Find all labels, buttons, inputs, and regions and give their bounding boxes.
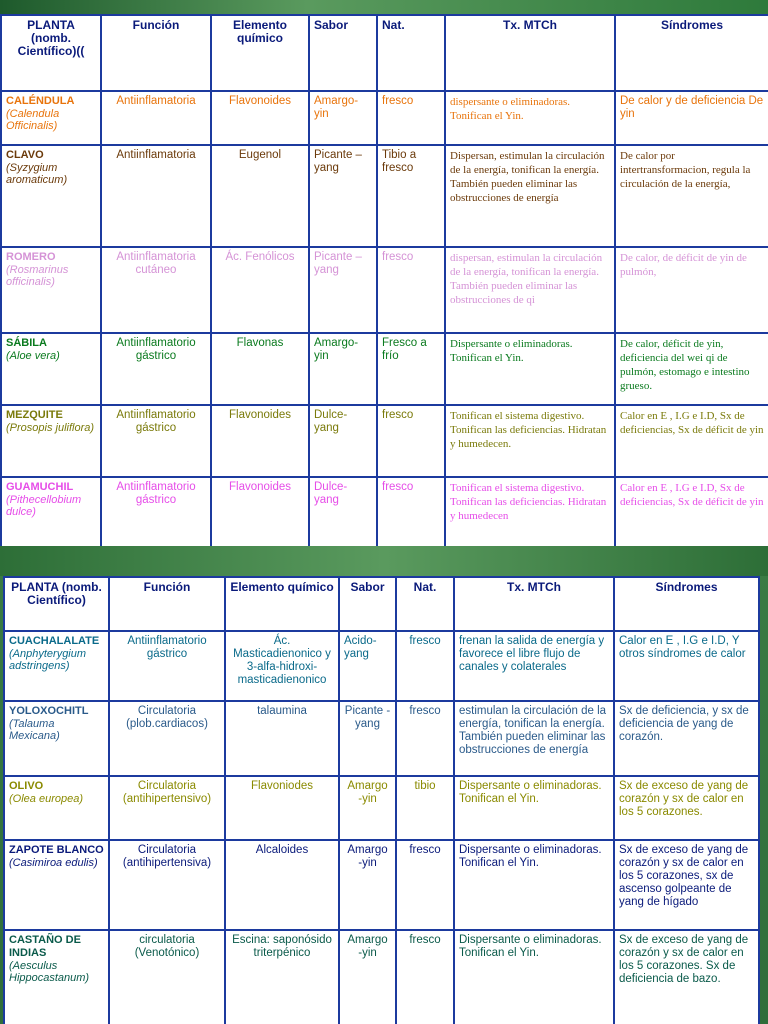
table-header-row [4,577,759,631]
sabor-cell: Amargo -yin [339,840,396,930]
plant-cell [1,405,101,477]
table-row [4,776,759,840]
nat-cell: fresco [396,701,454,776]
sindromes-cell: De calor, de déficit de yin de pulmón, [615,247,768,333]
header-elemento: Elemento químico [225,577,339,631]
nat-cell: tibio [396,776,454,840]
funcion-cell: Circulatoria (plob.cardiacos) [109,701,225,776]
plant-cell [1,477,101,547]
elemento-cell: Escina: saponósido triterpénico [225,930,339,1024]
plant-scientific-name: (Pithecellobium dulce) [6,494,82,518]
elemento-cell: Flavonoides [211,477,309,547]
tx-cell: Dispersante o eliminadoras. Tonifican el Yin. [454,930,614,1024]
plant-cell [4,631,109,701]
plant-scientific-name: (Olea europea) [9,793,83,805]
sabor-cell: Picante -yang [339,701,396,776]
elemento-cell: Ác. Masticadienonico y 3-alfa-hidroxi-masticadienonico [225,631,339,701]
plant-cell [4,840,109,930]
funcion-cell: circulatoria (Venotónico) [109,930,225,1024]
sindromes-cell: De calor por intertransformacion, regula la circulación de la energía, [615,145,768,247]
header-tx: Tx. MTCh [454,577,614,631]
sindromes-cell: Sx de exceso de yang de corazón y sx de calor en los 5 corazones. Sx de deficiencia de bazo. [614,930,759,1024]
plant-name: YOLOXOCHITL [9,705,89,717]
table-row [4,840,759,930]
table-row [4,701,759,776]
sindromes-cell: De calor, déficit de yin, deficiencia del wei qi de pulmón, estomago e intestino grueso. [615,333,768,405]
sabor-cell: Dulce-yang [309,405,377,477]
plant-cell [1,333,101,405]
plant-scientific-name: (Casimiroa edulis) [9,857,98,869]
sindromes-cell: Sx de exceso de yang de corazón y sx de calor en los 5 corazones, sx de ascenso golpeante de yang de hígado [614,840,759,930]
elemento-cell: Ác. Fenólicos [211,247,309,333]
sindromes-cell: Sx de exceso de yang de corazón y sx de calor en los 5 corazones. [614,776,759,840]
nat-cell: fresco [377,247,445,333]
nat-cell: fresco [396,840,454,930]
header-sabor: Sabor [309,15,377,91]
funcion-cell: Circulatoria (antihipertensivo) [109,776,225,840]
plant-cell [4,930,109,1024]
sabor-cell: Acido-yang [339,631,396,701]
funcion-cell: Antiinflamatorio gástrico [101,405,211,477]
funcion-cell: Antiinflamatorio gástrico [101,333,211,405]
plant-name: ROMERO [6,251,56,263]
sindromes-cell: Calor en E , I.G e I.D, Y otros síndromes de calor [614,631,759,701]
nat-cell: fresco [396,631,454,701]
elemento-cell: Flavoniodes [225,776,339,840]
plant-name: OLIVO [9,780,44,792]
plant-scientific-name: (Rosmarinus officinalis) [6,264,69,288]
table-row [1,91,768,145]
tx-cell: Tonifican el sistema digestivo. Tonifican las deficiencias. Hidratan y humedecen [445,477,615,547]
nat-cell: fresco [377,477,445,547]
header-funcion: Función [109,577,225,631]
nat-cell: Fresco a frío [377,333,445,405]
herbal-table-1 [0,14,768,548]
header-elemento: Elemento químico [211,15,309,91]
elemento-cell: Alcaloides [225,840,339,930]
plant-scientific-name: (Prosopis juliflora) [6,422,95,434]
plant-name: SÁBILA [6,337,47,349]
plant-name: CUACHALALATE [9,635,100,647]
header-nat: Nat. [377,15,445,91]
table-row [1,333,768,405]
plant-cell [4,776,109,840]
nat-cell: fresco [377,405,445,477]
plant-cell [1,91,101,145]
table-row [4,631,759,701]
sindromes-cell: Calor en E , I.G e I.D, Sx de deficiencias, Sx de déficit de yin [615,477,768,547]
middle-background-band [0,546,768,576]
tx-cell: Dispersante o eliminadoras. Tonifican el Yin. [445,333,615,405]
nat-cell: fresco [377,91,445,145]
table-row [4,930,759,1024]
header-planta: PLANTA (nomb. Científico) [4,577,109,631]
plant-scientific-name: (Aesculus Hippocastanum) [9,960,90,984]
funcion-cell: Antiinflamatoria cutáneo [101,247,211,333]
tx-cell: frenan la salida de energía y favorece el libre flujo de canales y colaterales [454,631,614,701]
funcion-cell: Antiinflamatorio gástrico [101,477,211,547]
sabor-cell: Dulce-yang [309,477,377,547]
plant-cell [1,145,101,247]
sindromes-cell: De calor y de deficiencia De yin [615,91,768,145]
elemento-cell: Flavonoides [211,405,309,477]
header-sindromes: Síndromes [614,577,759,631]
header-nat: Nat. [396,577,454,631]
table-row [1,145,768,247]
plant-name: MEZQUITE [6,409,63,421]
plant-scientific-name: (Aloe vera) [6,350,60,362]
plant-scientific-name: (Talauma Mexicana) [9,718,60,742]
table-row [1,405,768,477]
plant-name: CLAVO [6,149,44,161]
tx-cell: dispersante o eliminadoras. Tonifican el Yin. [445,91,615,145]
top-background-band [0,0,768,14]
funcion-cell: Antiinflamatoria [101,145,211,247]
header-tx: Tx. MTCh [445,15,615,91]
elemento-cell: Flavonoides [211,91,309,145]
sabor-cell: Amargo-yin [309,91,377,145]
tx-cell: Dispersante o eliminadoras. Tonifican el Yin. [454,840,614,930]
elemento-cell: Flavonas [211,333,309,405]
funcion-cell: Antiinflamatoria [101,91,211,145]
nat-cell: fresco [396,930,454,1024]
tx-cell: Dispersan, estimulan la circulación de la energía, tonifican la energía. También pueden eliminar las obstrucciones de energía [445,145,615,247]
funcion-cell: Antiinflamatorio gástrico [109,631,225,701]
header-funcion: Función [101,15,211,91]
plant-scientific-name: (Calendula Officinalis) [6,108,60,132]
plant-cell [4,701,109,776]
tx-cell: estimulan la circulación de la energía, tonifican la energía. También pueden eliminar las obstrucciones de energía [454,701,614,776]
nat-cell: Tibio a fresco [377,145,445,247]
elemento-cell: talaumina [225,701,339,776]
sabor-cell: Amargo -yin [339,776,396,840]
plant-scientific-name: (Syzygium aromaticum) [6,162,68,186]
table-row [1,247,768,333]
header-sabor: Sabor [339,577,396,631]
plant-name: ZAPOTE BLANCO [9,844,104,856]
tx-cell: Dispersante o eliminadoras. Tonifican el Yin. [454,776,614,840]
sindromes-cell: Sx de deficiencia, y sx de deficiencia de yang de corazón. [614,701,759,776]
header-planta: PLANTA (nomb. Científico)(( [1,15,101,91]
tx-cell: Tonifican el sistema digestivo. Tonifican las deficiencias. Hidratan y humedecen. [445,405,615,477]
header-sindromes: Síndromes [615,15,768,91]
table-header-row [1,15,768,91]
sabor-cell: Picante – yang [309,145,377,247]
plant-scientific-name: (Anphyterygium adstringens) [9,648,87,672]
plant-name: CASTAÑO DE INDIAS [9,934,81,959]
sindromes-cell: Calor en E , I.G e I.D, Sx de deficiencias, Sx de déficit de yin [615,405,768,477]
tx-cell: dispersan, estimulan la circulación de la energía, tonifican la energía. También pueden eliminar las obstrucciones de qi [445,247,615,333]
plant-cell [1,247,101,333]
plant-name: GUAMUCHIL [6,481,74,493]
elemento-cell: Eugenol [211,145,309,247]
funcion-cell: Circulatoria (antihipertensiva) [109,840,225,930]
sabor-cell: Picante – yang [309,247,377,333]
plant-name: CALÉNDULA [6,95,75,107]
sabor-cell: Amargo-yin [309,333,377,405]
herbal-table-2 [3,576,760,1024]
sabor-cell: Amargo -yin [339,930,396,1024]
table-row [1,477,768,547]
